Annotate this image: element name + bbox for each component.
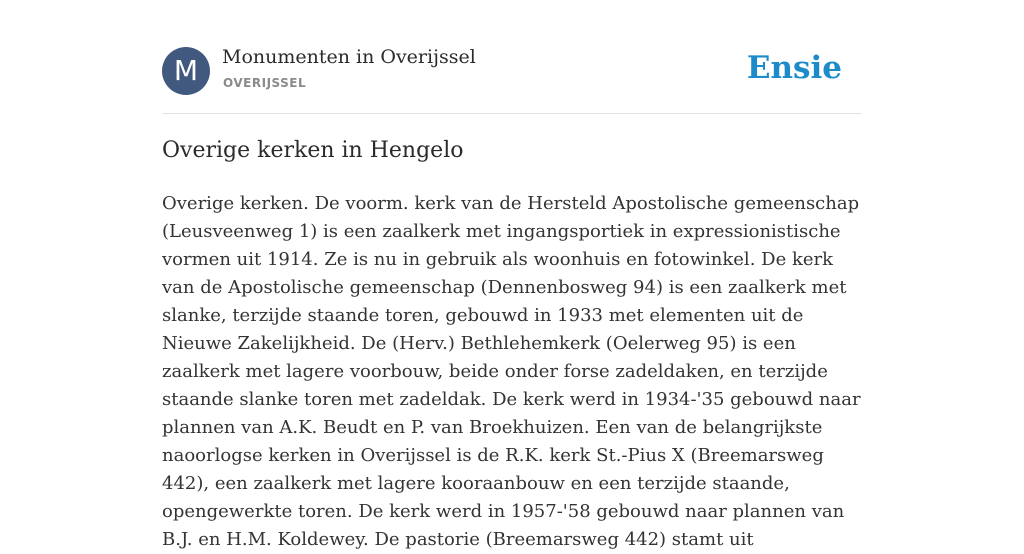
source-title[interactable]: Monumenten in Overijssel xyxy=(222,46,476,68)
header-divider xyxy=(162,113,862,114)
ensie-logo[interactable]: Ensie xyxy=(746,50,842,86)
article-title: Overige kerken in Hengelo xyxy=(162,138,464,163)
article-body: Overige kerken. De voorm. kerk van de Hersteld Apostolische gemeenschap (Leusveenweg 1) is een zaalkerk met ingangsportiek in expressionistische vormen uit 1914. Ze is nu in gebruik als woonhuis en fotowinkel. De kerk van de Apostolische gemeenschap (Dennenbosweg 94) is een zaalkerk met slanke, terzijde staande toren, gebouwd in 1933 met elementen uit de Nieuwe Zakelijkheid. De (Herv.) Bethlehemkerk (Oelerweg 95) is een zaalkerk met lagere voorbouw, beide onder forse zadeldaken, en terzijde staande slanke toren met zadeldak. De kerk werd in 1934-'35 gebouwd naar plannen van A.K. Beudt en P. van Broekhuizen. Een van de belangrijkste naoorlogse kerken in Overijssel is de R.K. kerk St.-Pius X (Breemarsweg 442), een zaalkerk met lagere kooraanbouw en een terzijde staande, opengewerkte toren. De kerk werd in 1957-'58 gebouwd naar plannen van B.J. en H.M. Koldewey. De pastorie (Breemarsweg 442) stamt uit xyxy=(162,193,861,550)
header xyxy=(162,46,862,96)
source-subtitle[interactable]: OVERIJSSEL xyxy=(223,76,307,90)
source-avatar[interactable]: M xyxy=(162,47,210,95)
